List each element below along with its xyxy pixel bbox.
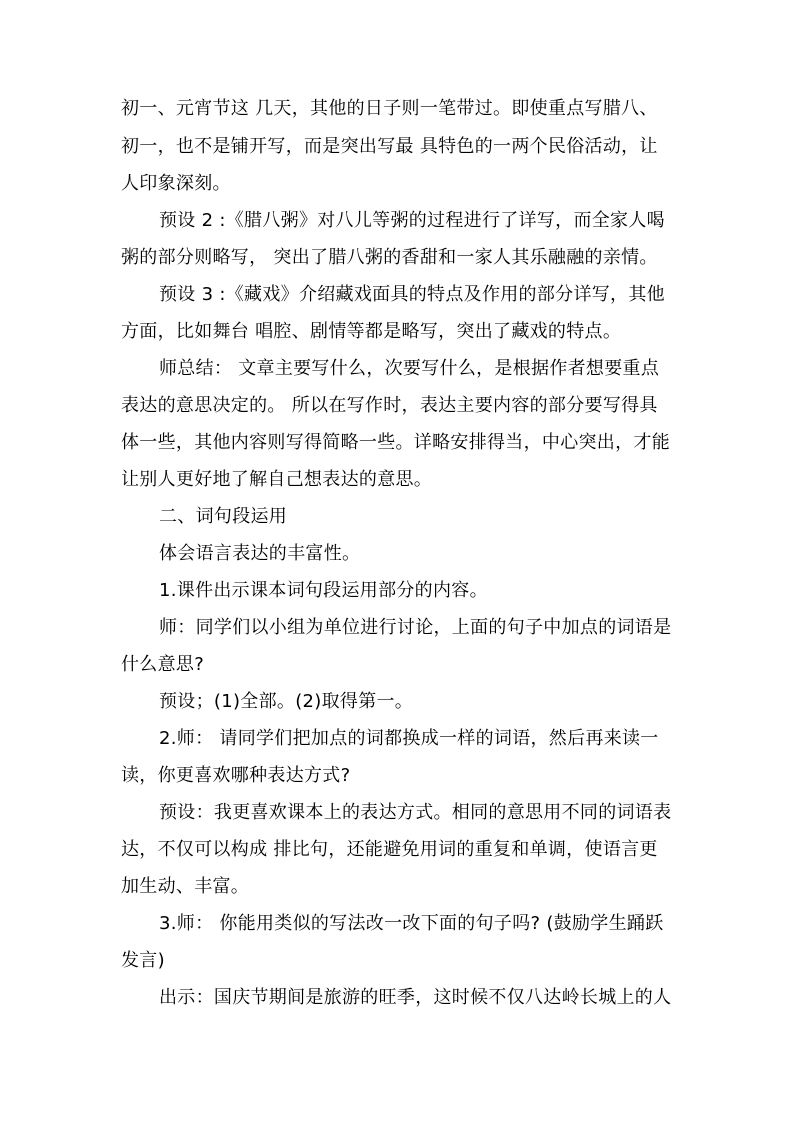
text-line: 让别人更好地了解自己想表达的意思。 bbox=[121, 469, 433, 490]
text-line: 读，你更喜欢哪种表达方式? bbox=[121, 765, 351, 786]
text-line: 体一些，其他内容则写得简略一些。详略安排得当，中心突出，才能 bbox=[121, 432, 670, 453]
paragraph-start: 预设 3 :《藏戏》介绍藏戏面具的特点及作用的部分详写，其他 bbox=[159, 284, 665, 305]
paragraph-start: 预设 2 :《腊八粥》对八儿等粥的过程进行了详写，而全家人喝 bbox=[159, 210, 665, 231]
paragraph-start: 预设；(1)全部。(2)取得第一。 bbox=[159, 691, 414, 712]
paragraph-start: 2.师： 请同学们把加点的词都换成一样的词语，然后再来读一 bbox=[159, 728, 659, 749]
text-line: 加生动、丰富。 bbox=[121, 876, 250, 897]
section-heading: 二、词句段运用 bbox=[159, 506, 288, 527]
text-line: 方面，比如舞台 唱腔、剧情等都是略写，突出了藏戏的特点。 bbox=[121, 321, 622, 342]
paragraph-start: 体会语言表达的丰富性。 bbox=[159, 543, 361, 564]
text-line: 什么意思? bbox=[121, 654, 205, 675]
paragraph-start: 师：同学们以小组为单位进行讨论，上面的句子中加点的词语是 bbox=[159, 617, 672, 638]
text-line: 发言) bbox=[121, 950, 165, 971]
text-line: 粥的部分则略写， 突出了腊八粥的香甜和一家人其乐融融的亲情。 bbox=[121, 247, 658, 268]
paragraph-start: 师总结： 文章主要写什么，次要写什么，是根据作者想要重点 bbox=[159, 358, 660, 379]
paragraph-start: 出示：国庆节期间是旅游的旺季，这时候不仅八达岭长城上的人 bbox=[159, 987, 672, 1008]
text-line: 人印象深刻。 bbox=[121, 173, 231, 194]
paragraph-start: 预设：我更喜欢课本上的表达方式。相同的意思用不同的词语表 bbox=[159, 802, 672, 823]
text-line: 达，不仅可以构成 排比句，还能避免用词的重复和单调，使语言更 bbox=[121, 839, 658, 860]
paragraph-start: 3.师： 你能用类似的写法改一改下面的句子吗? (鼓励学生踊跃 bbox=[159, 913, 664, 934]
paragraph-start: 1.课件出示课本词句段运用部分的内容。 bbox=[159, 580, 488, 601]
text-line: 初一，也不是铺开写，而是突出写最 具特色的一两个民俗活动，让 bbox=[121, 136, 658, 157]
text-line: 表达的意思决定的。 所以在写作时，表达主要内容的部分要写得具 bbox=[121, 395, 658, 416]
text-line: 初一、元宵节这 几天，其他的日子则一笔带过。即使重点写腊八、 bbox=[121, 98, 658, 119]
